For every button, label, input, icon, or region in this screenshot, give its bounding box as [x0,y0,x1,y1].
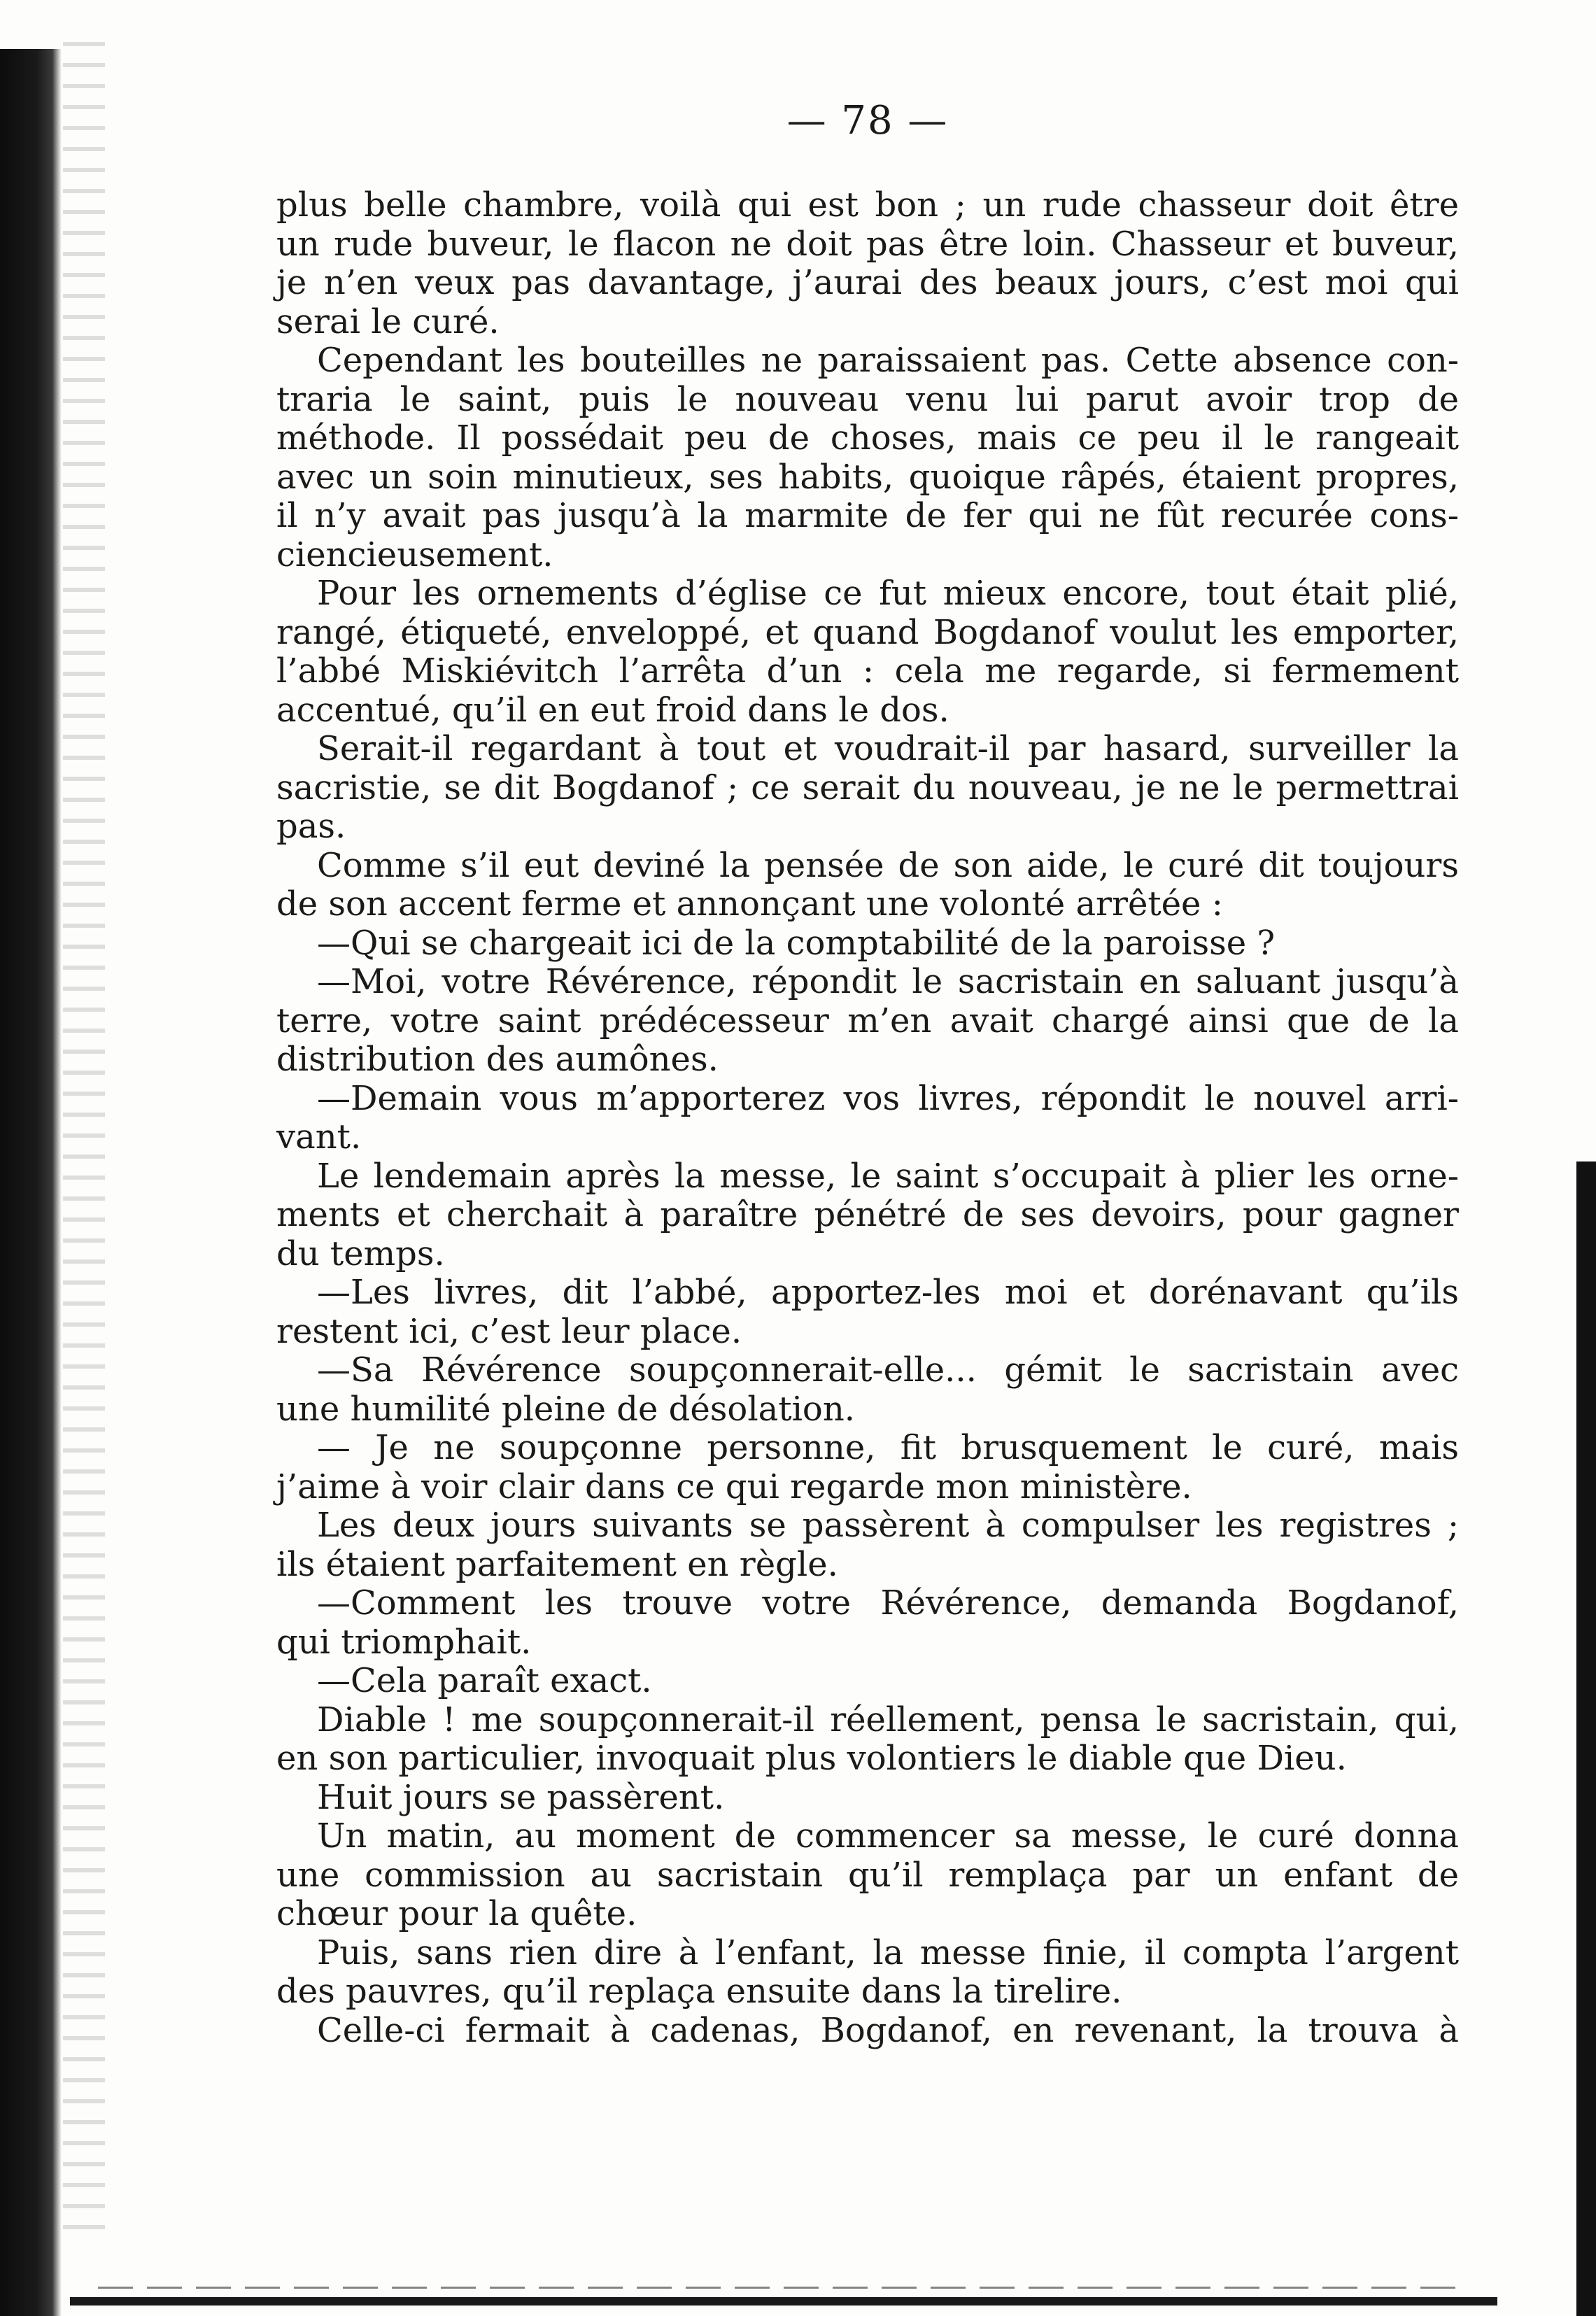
text-line: restent ici, c’est leur place. [276,1311,742,1351]
text-line: en son particulier, invoquait plus volontiers le diable que Dieu. [276,1739,1347,1778]
bottom-scan-line [98,2287,1462,2289]
text-line: ciencieusement. [276,535,553,574]
text-line: un rude buveur, le flacon ne doit pas être loin. Chasseur et buveur, [276,224,1459,264]
text-line: pas. [276,807,346,846]
text-line: de son accent ferme et annonçant une volonté arrêtée : [276,884,1223,924]
text-line: une commission au sacristain qu’il remplaça par un enfant de [276,1855,1459,1895]
page-binding-shadow [0,49,62,2316]
text-line: du temps. [276,1234,445,1273]
text-line: —Demain vous m’apporterez vos livres, répondit le nouvel arri- [317,1078,1459,1118]
text-line: des pauvres, qu’il replaça ensuite dans la tirelire. [276,1972,1122,2011]
text-line: — Je ne soupçonne personne, fit brusquement le curé, mais [317,1428,1459,1467]
text-line: ments et cherchait à paraître pénétré de ses devoirs, pour gagner [276,1195,1459,1234]
text-line: Comme s’il eut deviné la pensée de son aide, le curé dit toujours [317,845,1459,885]
text-line: Le lendemain après la messe, le saint s’occupait à plier les orne- [317,1156,1459,1196]
text-line: chœur pour la quête. [276,1894,637,1933]
text-line: avec un soin minutieux, ses habits, quoique râpés, étaient propres, [276,457,1459,497]
text-line: Les deux jours suivants se passèrent à compulser les registres ; [317,1506,1459,1545]
text-line: Un matin, au moment de commencer sa messe, le curé donna [317,1816,1459,1856]
text-line: vant. [276,1117,362,1157]
text-line: rangé, étiqueté, enveloppé, et quand Bogdanof voulut les emporter, [276,612,1459,652]
text-line: accentué, qu’il en eut froid dans le dos. [276,690,949,730]
text-line: méthode. Il possédait peu de choses, mais ce peu il le rangeait [276,418,1459,458]
text-line: —Moi, votre Révérence, répondit le sacristain en saluant jusqu’à [317,962,1459,1001]
text-line: serai le curé. [276,302,500,341]
text-line: —Les livres, dit l’abbé, apportez-les moi et dorénavant qu’ils [317,1273,1459,1312]
text-line: —Qui se chargeait ici de la comptabilité de la paroisse ? [317,923,1276,963]
text-line: terre, votre saint prédécesseur m’en avait chargé ainsi que de la [276,1001,1459,1040]
text-line: —Sa Révérence soupçonnerait-elle... gémit le sacristain avec [317,1350,1459,1390]
text-line: —Comment les trouve votre Révérence, demanda Bogdanof, [317,1583,1459,1623]
text-line: sacristie, se dit Bogdanof ; ce serait du nouveau, je ne le permettrai [276,768,1459,807]
text-line: ils étaient parfaitement en règle. [276,1544,838,1584]
text-line: une humilité pleine de désolation. [276,1389,855,1429]
binding-speckle [63,42,105,2246]
text-line: l’abbé Miskiévitch l’arrêta d’un : cela me regarde, si fermement [276,651,1459,691]
text-line: Puis, sans rien dire à l’enfant, la messe finie, il compta l’argent [317,1933,1459,1972]
text-line: je n’en veux pas davantage, j’aurai des beaux jours, c’est moi qui [276,263,1459,302]
text-line: Cependant les bouteilles ne paraissaient pas. Cette absence con- [317,341,1459,380]
text-line: traria le saint, puis le nouveau venu lui parut avoir trop de [276,379,1459,419]
text-line: plus belle chambre, voilà qui est bon ; un rude chasseur doit être [276,185,1459,225]
bottom-edge-shadow [70,2297,1497,2306]
text-line: Celle-ci fermait à cadenas, Bogdanof, en revenant, la trouva à [317,2010,1459,2050]
text-line: —Cela paraît exact. [317,1661,652,1700]
text-line: Pour les ornements d’église ce fut mieux encore, tout était plié, [317,574,1459,613]
text-line: Diable ! me soupçonnerait-il réellement, pensa le sacristain, qui, [317,1700,1459,1739]
text-line: qui triomphait. [276,1622,532,1662]
text-line: Serait-il regardant à tout et voudrait-il par hasard, surveiller la [317,729,1459,768]
text-line: distribution des aumônes. [276,1040,719,1079]
right-edge-shadow [1576,1161,1596,2316]
text-line: Huit jours se passèrent. [317,1777,725,1817]
text-line: il n’y avait pas jusqu’à la marmite de fer qui ne fût recurée cons- [276,496,1459,535]
page-number: — 78 — [786,98,949,143]
body-text [276,186,1459,2050]
text-line: j’aime à voir clair dans ce qui regarde mon ministère. [276,1467,1192,1506]
